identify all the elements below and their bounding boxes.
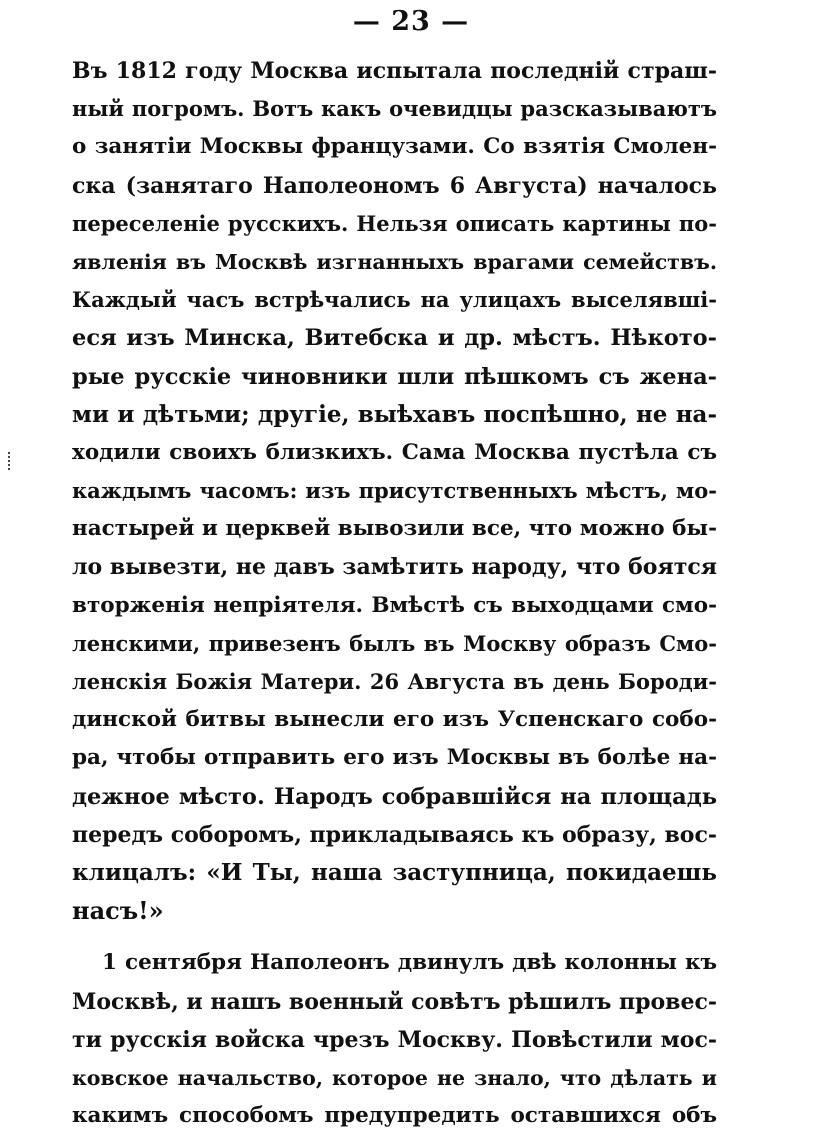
text-line: клицалъ: «И Ты, наша заступница, покидаешь: [72, 858, 717, 886]
text-line: каждымъ часомъ: изъ присутственныхъ мѣстъ, мо-: [72, 478, 717, 504]
text-line: 1 сентября Наполеонъ двинулъ двѣ колонны къ: [102, 950, 717, 976]
text-line: явленія въ Москвѣ изгнанныхъ врагами семействъ.: [72, 249, 717, 274]
text-block: [72, 52, 717, 1135]
text-line: вторженія непріятеля. Вмѣстѣ съ выходцами смо-: [72, 592, 717, 618]
text-line: Въ 1812 году Москва испытала последній страш-: [72, 58, 717, 84]
text-line: переселеніе русскихъ. Нельзя описать картины по-: [72, 210, 717, 236]
text-line: ми и дѣтьми; другіе, выѣхавъ поспѣшно, не на-: [72, 400, 717, 428]
text-line: Каждый часъ встрѣчались на улицахъ выселявші-: [72, 287, 717, 313]
paragraph-gap: [72, 930, 717, 944]
text-line: ковское начальство, которое не знало, что дѣлать и: [72, 1065, 717, 1090]
text-line: Москвѣ, и нашъ военный совѣтъ рѣшилъ провес-: [72, 988, 717, 1015]
text-line: передъ соборомъ, прикладываясь къ образу, вос-: [72, 821, 717, 848]
text-line: ти русскія войска чрезъ Москву. Повѣстили мос-: [72, 1026, 717, 1053]
text-line: настырей и церквей вывозили все, что можно бы-: [72, 516, 717, 542]
text-line: еся изъ Минска, Витебска и др. мѣстъ. Нѣкото-: [72, 325, 717, 352]
paragraph-1: [72, 52, 717, 930]
text-line: дежное мѣсто. Народъ собравшійся на площадь: [72, 783, 717, 810]
text-line: ходили своихъ близкихъ. Сама Москва пустѣла съ: [72, 439, 717, 465]
text-line: ло вывезти, не давъ замѣтить народу, что боятся: [72, 554, 717, 581]
text-line: динской битвы вынесли его изъ Успенскаго собо-: [72, 707, 717, 733]
text-line: ленскими, привезенъ былъ въ Москву образъ Смо-: [72, 630, 717, 656]
text-line: рые русскіе чиновники шли пѣшкомъ съ жена-: [72, 363, 717, 390]
text-line: ра, чтобы отправить его изъ Москвы въ болѣе на-: [72, 745, 717, 771]
text-line: ска (занятаго Наполеономъ 6 Августа) началось: [72, 172, 717, 199]
text-line: ленскія Божія Матери. 26 Августа въ день Бороди-: [72, 669, 717, 694]
text-line: насъ!»: [72, 896, 164, 926]
margin-mark: [8, 452, 12, 470]
page-number: — 23 —: [352, 6, 470, 37]
text-line: о занятіи Москвы французами. Со взятія Смолен-: [72, 134, 717, 160]
text-line: ный погромъ. Вотъ какъ очевидцы разсказываютъ: [72, 96, 717, 122]
text-line: какимъ способомъ предупредить оставшихся объ: [72, 1103, 717, 1129]
